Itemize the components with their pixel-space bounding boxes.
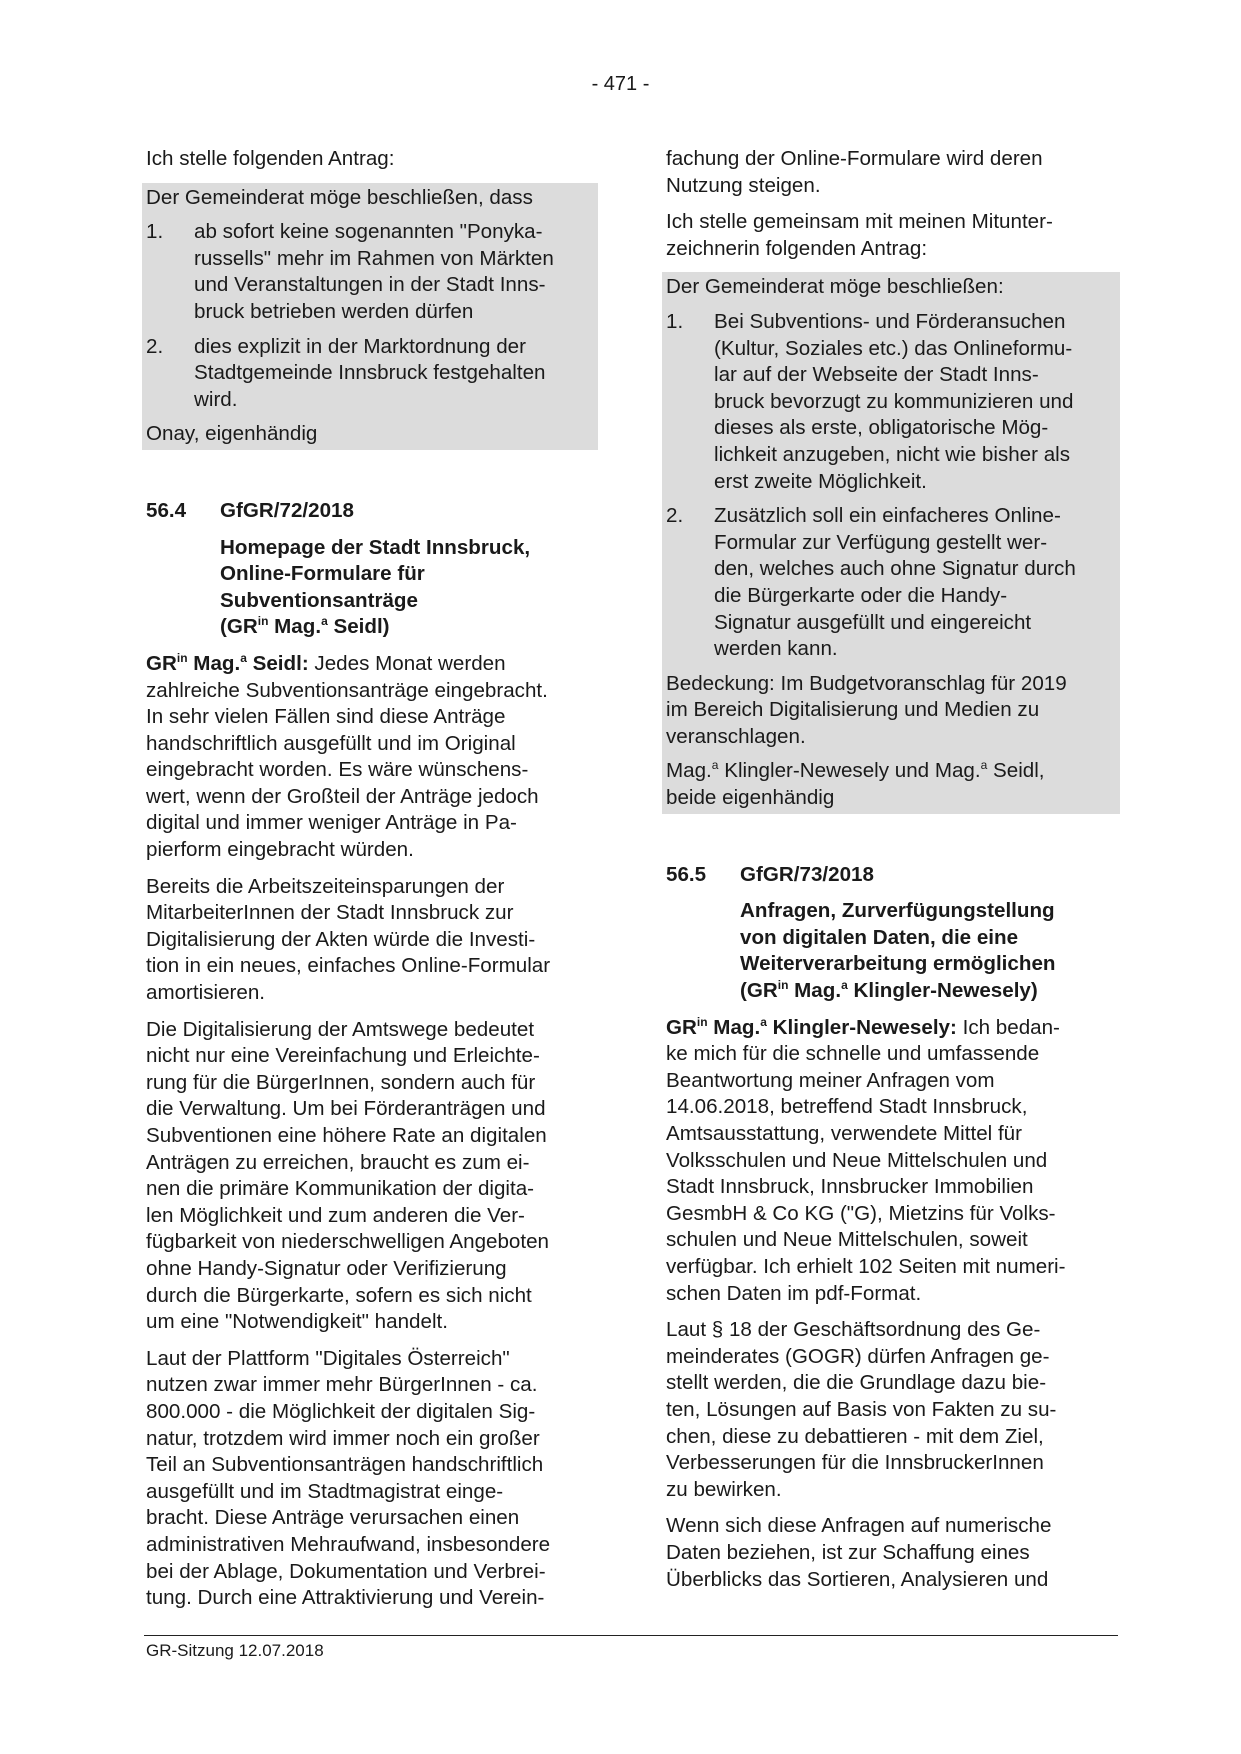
motion-signature: [666, 758, 1116, 811]
section-title-line: Online-Formulare für: [220, 562, 425, 586]
speaker-sup: a: [760, 1014, 767, 1029]
motion-box-ponykarussell: [142, 183, 598, 450]
footer-session-date: GR-Sitzung 12.07.2018: [146, 1641, 324, 1660]
author-mid: Mag.: [788, 979, 842, 1003]
speaker-prefix: GR: [146, 651, 177, 675]
motion-item-text: Zusätzlich soll ein einfacheres Online- Formular zur Verfügung gestellt wer- den, welches auch ohne Signatur durch die Bürgerkarte oder die Handy- Signatur ausgefüllt und eingereicht werden kann.: [714, 504, 1076, 661]
motion-item-number: 2.: [666, 504, 684, 528]
author-sup: in: [257, 614, 269, 629]
speaker-sup: in: [696, 1014, 708, 1029]
speaker-mid: Mag.: [707, 1015, 761, 1039]
section-title-line: Weiterverarbeitung ermöglichen: [740, 952, 1056, 976]
section-56-4: [146, 498, 598, 641]
speech-paragraph: [666, 1015, 1120, 1308]
left-column: [146, 146, 598, 1622]
body-paragraph: Die Digitalisierung der Amtswege bedeutet nicht nur eine Vereinfachung und Erleichte- rung für die BürgerInnen, sondern auch für die Verwaltung. Um bei Förderanträgen und Subventionen eine höhere Rate an digitalen Anträgen zu erreichen, braucht es zum ei- nen die primäre Kommunikation der digita- len Möglichkeit und zum anderen die Ver- fügbarkeit von niederschwelligen Angeboten ohne Handy-Signatur oder Verifizierung durch die Bürgerkarte, sofern es sich nicht um eine "Notwendigkeit" handelt.: [146, 1017, 550, 1334]
signature-part: Mag.: [666, 759, 712, 783]
speaker-sup: a: [240, 651, 247, 666]
motion-item-text: Bei Subventions- und Förderansuchen (Kultur, Soziales etc.) das Onlineformu- lar auf der Webseite der Stadt Inns- bruck bevorzugt zu kommunizieren und dieses als erste, obligatorische Mög- lichkeit anzugeben, nicht wie bisher als erst zweite Möglichkeit.: [714, 309, 1074, 493]
speech-paragraph: [146, 651, 598, 864]
speaker-label: [666, 1016, 957, 1039]
body-paragraph: Bereits die Arbeitszeiteinsparungen der MitarbeiterInnen der Stadt Innsbruck zur Digitalisierung der Akten würde die Investi- tion in ein neues, einfaches Online-Formular amortisieren.: [146, 874, 551, 1005]
speaker-name: Klingler-Newesely:: [766, 1015, 957, 1039]
author-sup: a: [321, 614, 328, 629]
motion-intro: Ich stelle folgenden Antrag:: [146, 147, 395, 170]
section-number: 56.5: [666, 862, 707, 886]
body-paragraph: Laut der Plattform "Digitales Österreich" nutzen zwar immer mehr BürgerInnen - ca. 800.000 - die Möglichkeit der digitalen Sig- natur, trotzdem wird immer noch ein großer Teil an Subventionsanträgen handschriftlich ausgefüllt und im Stadtmagistrat einge- bracht. Diese Anträge verursachen einen administrativen Mehraufwand, insbesondere bei der Ablage, Dokumentation und Verbrei- tung. Durch eine Attraktivierung und Verein-: [146, 1346, 551, 1610]
page-number: - 471 -: [591, 73, 650, 95]
author-suffix: Klingler-Newesely): [847, 979, 1038, 1003]
section-title-author: [740, 978, 1120, 1005]
section-title-line: von digitalen Daten, die eine: [740, 925, 1019, 949]
motion-heading: Der Gemeinderat möge beschließen:: [666, 275, 1004, 299]
right-column: [666, 146, 1120, 1603]
signature-part: Klingler-Newesely und Mag.: [718, 759, 981, 783]
speaker-prefix: GR: [666, 1015, 697, 1039]
motion-item-text: ab sofort keine sogenannten "Ponyka- russells" mehr im Rahmen von Märkten und Veranstaltungen in der Stadt Inns- bruck betrieben werden dürfen: [194, 220, 554, 323]
author-prefix: (GR: [220, 615, 258, 639]
speaker-name: Seidl:: [246, 651, 309, 675]
motion-item: [146, 219, 594, 325]
signature-part: Seidl, beide eigenhändig: [666, 759, 1045, 810]
motion-item-number: 1.: [146, 220, 164, 244]
section-title: [220, 535, 598, 641]
author-mid: Mag.: [268, 615, 322, 639]
motion-item-number: 1.: [666, 309, 684, 333]
author-suffix: Seidl): [327, 615, 390, 639]
body-paragraph: Wenn sich diese Anfragen auf numerische Daten beziehen, ist zur Schaffung eines Überblicks das Sortieren, Analysieren und: [666, 1514, 1052, 1591]
body-paragraph: fachung der Online-Formulare wird deren Nutzung steigen.: [666, 147, 1043, 197]
section-code: GfGR/73/2018: [740, 862, 874, 886]
section-title-author: [220, 614, 598, 641]
speaker-label: [146, 652, 309, 675]
motion-item: [146, 334, 594, 414]
speech-text: Ich bedan- ke mich für die schnelle und umfassende Beantwortung meiner Anfragen vom 14.06.2018, betreffend Stadt Innsbruck, Amtsausstattung, verwendete Mittel für Volksschulen und Neue Mittelschulen und Stadt Innsbruck, Innsbrucker Immobilien GesmbH & Co KG ("G), Mietzins für Volks- schulen und Neue Mittelschulen, soweit verfügbar. Ich erhielt 102 Seiten mit numeri- schen Daten im pdf-Format.: [666, 1015, 1066, 1305]
motion-item-number: 2.: [146, 334, 164, 358]
author-prefix: (GR: [740, 979, 778, 1003]
section-heading: [666, 862, 1120, 889]
section-heading: [146, 498, 598, 525]
motion-item-text: dies explizit in der Marktordnung der Stadtgemeinde Innsbruck festgehalten wird.: [194, 334, 546, 411]
motion-box-online-formulare: [662, 272, 1120, 813]
author-sup: a: [841, 978, 848, 993]
motion-intro: Ich stelle gemeinsam mit meinen Mitunter- zeichnerin folgenden Antrag:: [666, 210, 1053, 260]
motion-item: [666, 503, 1116, 663]
section-title-line: Subventionsanträge: [220, 588, 418, 612]
section-title-line: Homepage der Stadt Innsbruck,: [220, 535, 531, 559]
author-sup: in: [777, 978, 789, 993]
body-paragraph: Laut § 18 der Geschäftsordnung des Ge- meinderates (GOGR) dürfen Anfragen ge- stellt werden, die die Grundlage dazu bie- ten, Lösungen auf Basis von Fakten zu su- chen, diese zu debattieren - mit dem Ziel, Verbesserungen für die InnsbruckerInnen zu bewirken.: [666, 1318, 1057, 1501]
section-title: [740, 898, 1120, 1004]
motion-coverage: Bedeckung: Im Budgetvoranschlag für 2019 im Bereich Digitalisierung und Medien zu veranschlagen.: [666, 671, 1067, 748]
speech-text: Jedes Monat werden zahlreiche Subventionsanträge eingebracht. In sehr vielen Fällen sind diese Anträge handschriftlich ausgefüllt und im Original eingebracht worden. Es wäre wünschens- wert, wenn der Großteil der Anträge jedoch digital und immer weniger Anträge in Pa- pierform eingebracht würden.: [146, 651, 548, 862]
speaker-sup: in: [176, 651, 188, 666]
speaker-mid: Mag.: [187, 651, 241, 675]
motion-heading: Der Gemeinderat möge beschließen, dass: [146, 185, 533, 209]
section-code: GfGR/72/2018: [220, 498, 354, 522]
section-title-line: Anfragen, Zurverfügungstellung: [740, 899, 1055, 923]
motion-signature: Onay, eigenhändig: [146, 422, 318, 446]
footer-divider: [144, 1635, 1118, 1636]
section-number: 56.4: [146, 498, 187, 522]
section-56-5: [666, 862, 1120, 1005]
motion-item: [666, 309, 1116, 495]
signature-sup: a: [711, 758, 719, 773]
signature-sup: a: [980, 758, 988, 773]
